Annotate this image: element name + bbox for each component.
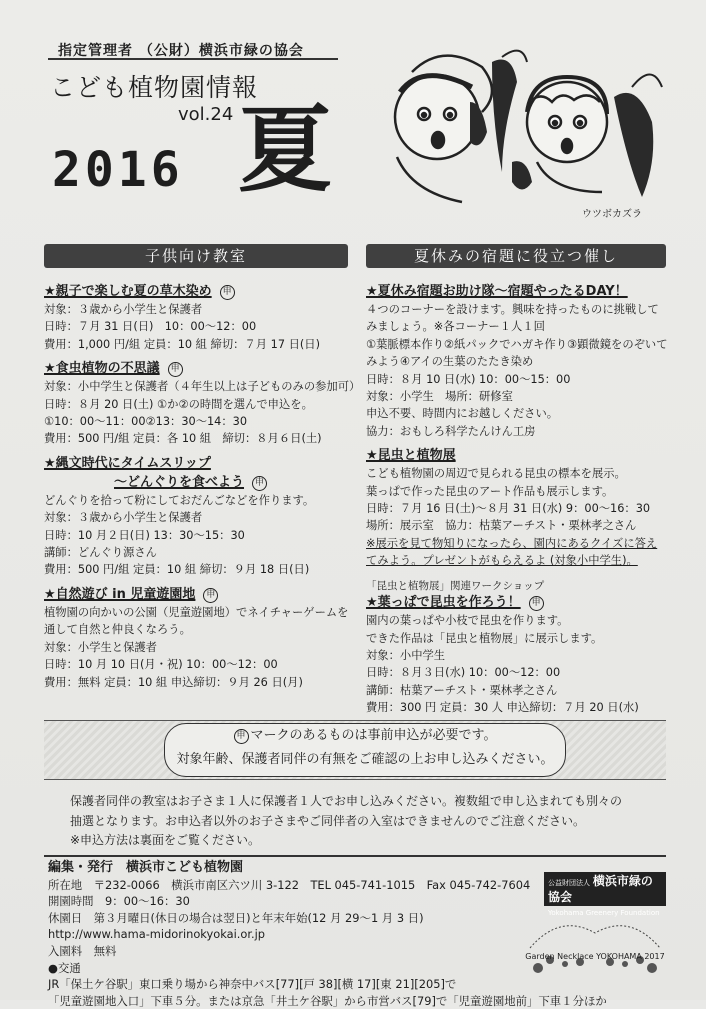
event-fee: 費用：500 円/組 定員：10 組 締切：９月 18 日(日) [44,563,310,577]
newsletter-title: こども植物園情報 [50,73,259,102]
logo-name: 横浜市緑の協会 [548,874,653,904]
notice-box [164,723,566,777]
garden-necklace-text: Garden Necklace YOKOHAMA 2017 [525,952,665,961]
event-description: 園内の葉っぱや小枝で昆虫を作ります。 [366,614,569,628]
event-title: ★親子で楽しむ夏の草木染め 申 [44,282,358,301]
children-pitcher-plant-illustration [352,42,670,212]
event-description: 植物園の向かいの公園（児童遊園地）でネイチャーゲームを通して自然と仲良くなろう。 [44,605,349,637]
event-jomon [44,454,358,579]
event-homework-day [366,282,668,440]
event-description: こども植物園の周辺で見られる昆虫の標本を展示。 [366,467,626,481]
event-time-slots: ①10：00～11：00②13：30～14：30 [44,415,248,429]
event-target: 対象：小中学生 [366,648,446,662]
event-cooperation: 協力：おもしろ科学たんけん工房 [366,424,536,438]
event-datetime: 日時：10 月 10 日(月・祝) 10：00～12：00 [44,658,278,672]
guardian-note-line: ※申込方法は裏面をご覧ください。 [70,833,261,847]
section-header-summer-homework-events: 夏休みの宿題に役立つ催し [366,244,666,268]
guardian-note-line: 保護者同伴の教室はお子さま１人に保護者１人でお申し込みください。複数組で申し込まれても別々の [70,794,623,808]
event-dyeing [44,282,358,353]
event-carnivorous-plants [44,359,361,448]
event-target: 対象：小中学生と保護者（４年生以上は子どものみの参加可） [44,380,361,394]
event-datetime: 日時：７月 31 日(日) 10：00～12：00 [44,320,257,334]
plant-caption: ウツボカズラ [582,209,642,220]
foundation-logo [544,872,666,917]
event-place: 場所：展示室 協力：枯葉アーチスト・栗林孝之さん [366,519,637,533]
address: 所在地 〒232-0066 横浜市南区六ツ川 3-122 [48,877,300,892]
logo-english: Yokohama Greenery Foundation [548,909,660,917]
event-fee: 費用：500 円/組 定員：各 10 組 締切：８月６日(土) [44,432,322,446]
application-required-mark: 申 [203,588,218,603]
guardian-note [70,792,660,851]
admission-fee: 入園料 無料 [48,943,117,958]
access-title: ●交通 [48,960,81,975]
event-quiz-note: ※展示を見て物知りになったら、園内にあるクイズに答えてみよう。プレゼントがもらえるよ (対象小中学生)。 [366,536,658,568]
event-target-place: 対象：小学生 場所：研修室 [366,390,513,404]
event-description: 葉っぱで作った昆虫のアート作品も展示します。 [366,484,614,498]
event-insect-exhibition [366,446,668,569]
event-instructor: 講師：どんぐり源さん [44,546,157,560]
event-entry-note: 申込不要、時間内にお越しください。 [366,407,559,421]
event-title: ★葉っぱで昆虫を作ろう！ 申 [366,593,668,612]
kids-classes-column [44,282,361,697]
garden-necklace-logo [520,908,670,978]
event-description: どんぐりを拾って粉にしておだんごなどを作ります。 [44,493,315,507]
application-required-mark: 申 [529,596,544,611]
organization-name: 指定管理者 （公財）横浜市緑の協会 [58,43,304,59]
event-fee: 費用：300 円 定員：30 人 申込締切：７月 20 日(水) [366,701,639,715]
event-title: ★昆虫と植物展 [366,448,456,464]
address-line [48,877,531,894]
website-url[interactable]: http://www.hama-midorinokyokai.or.jp [48,927,265,942]
application-required-mark: 申 [234,729,249,744]
event-description: できた作品は「昆虫と植物展」に展示します。 [366,631,603,645]
issue-season: 夏 [238,96,333,205]
event-target: 対象：３歳から小学生と保護者 [44,511,203,525]
access-stop: 「児童遊園地入口」下車５分。または京急「井土ケ谷駅」から市営バス[79]で「児童遊園地前」下車１分ほか [48,993,607,1008]
event-datetime: 日時：10 月２日(日) 13：30～15：30 [44,528,245,542]
event-datetime: 日時：８月３日(水) 10：00～12：00 [366,666,561,680]
footer-divider [44,855,666,857]
event-fee: 費用：1,000 円/組 定員：10 組 締切：７月 17 日(日) [44,337,321,351]
event-nature-play [44,585,358,691]
workshop-label: 「昆虫と植物展」関連ワークショップ [366,579,545,592]
application-required-mark: 申 [168,362,183,377]
summer-events-column [366,282,668,723]
notice-line-2: 対象年齢、保護者同伴の有無をご確認の上お申し込みください。 [176,752,554,767]
event-instructor: 講師：枯葉アーチスト・栗林孝之さん [366,683,558,697]
telephone: TEL 045-741-1015 [310,877,416,892]
event-title: ★夏休み宿題お助け隊～宿題やったるDAY！ [366,284,628,299]
event-datetime: 日時：８月 10 日(水) 10：00～15：00 [366,372,571,386]
fax: Fax 045-742-7604 [426,877,531,892]
event-title: ★食虫植物の不思議 申 [44,359,358,378]
section-header-kids-classes: 子供向け教室 [44,244,348,268]
event-subtitle: ～どんぐりを食べよう 申 [44,473,358,492]
volume-number: vol.24 [178,104,234,125]
closed-days: 休園日 第３月曜日(休日の場合は翌日)と年末年始(12 月 29～1 月 3 日) [48,910,424,925]
guardian-note-line: 抽選となります。お申込者以外のお子さまやご同伴者の入室はできませんのでご注意ください。 [70,813,586,828]
event-title: ★縄文時代にタイムスリップ [44,455,211,471]
event-fee: 費用：無料 定員：10 組 申込締切：９月 26 日(月) [44,675,303,689]
access-bus: JR「保土ケ谷駅」東口乗り場から神奈中バス[77][戸 38][横 17][東 21][205]で [48,977,457,992]
issue-year: 2016 [52,142,184,198]
publisher: 編集・発行 横浜市こども植物園 [48,860,244,875]
event-target: 対象：３歳から小学生と保護者 [44,303,203,316]
event-datetime: 日時：７月 16 日(土)～８月 31 日(水) 9：00～16：30 [366,502,651,516]
application-required-mark: 申 [252,476,267,491]
header-divider [48,58,338,60]
opening-hours: 開園時間 9：00～16：30 [48,894,190,909]
event-leaf-insects [366,578,668,717]
event-datetime: 日時：８月 20 日(土) ①か②の時間を選んで申込を。 [44,397,313,411]
event-title: ★自然遊び in 児童遊園地 申 [44,585,358,604]
notice-line-1: 申 マークのあるものは事前申込が必要です。 [165,724,565,748]
application-required-mark: 申 [220,285,235,300]
application-notice [44,720,666,780]
event-corners: ①葉脈標本作り②紙パックでハガキ作り③顕微鏡をのぞいてみよう④アイの生葉のたたき染め [366,337,668,369]
event-description: ４つのコーナーを設けます。興味を持ったものに挑戦してみましょう。※各コーナー１人１回 [366,303,659,334]
event-target: 対象：小学生と保護者 [44,640,157,654]
logo-small-text: 公益財団法人 [548,879,590,887]
